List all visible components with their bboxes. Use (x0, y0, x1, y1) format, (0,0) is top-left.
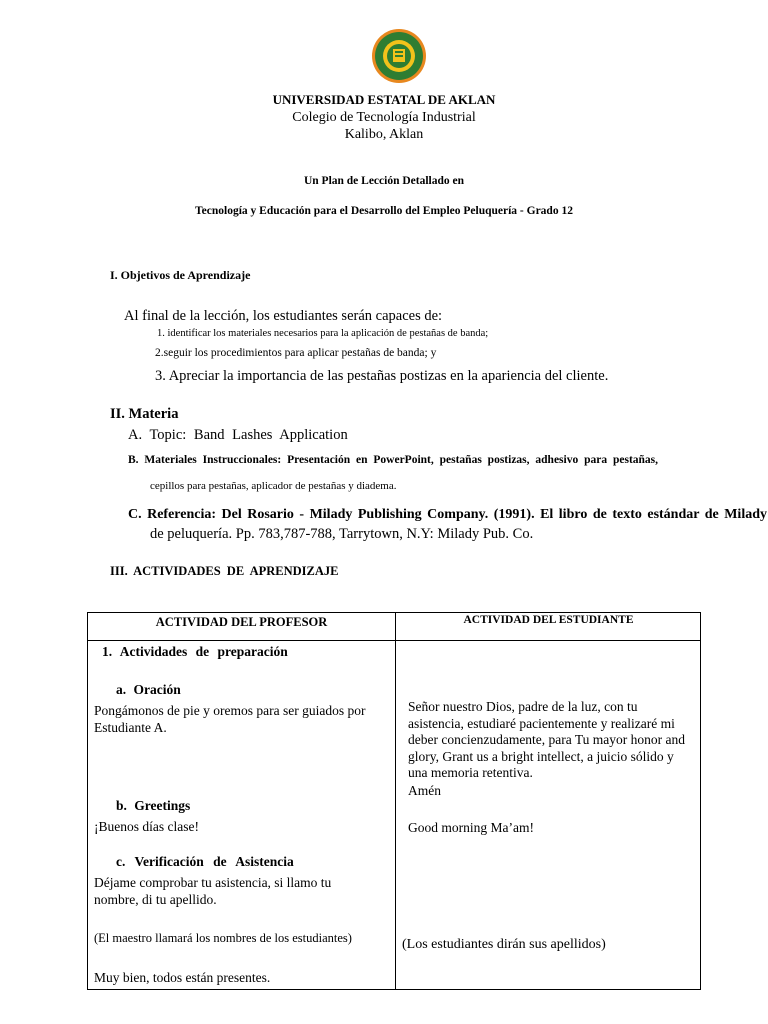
college-location: Kalibo, Aklan (344, 127, 424, 142)
prep-activities-heading: 1. Actividades de preparación (102, 644, 288, 659)
objective-item: 3. Apreciar la importancia de las pestañas postizas en la apariencia del cliente. (155, 368, 609, 384)
greetings-teacher-text: ¡Buenos días clase! (94, 819, 199, 834)
university-seal-logo (371, 28, 427, 84)
section-objectives-heading: I. Objetivos de Aprendizaje (110, 268, 251, 282)
college-name: Colegio de Tecnología Industrial (292, 110, 476, 125)
attendance-teacher-note: (El maestro llamará los nombres de los estudiantes) (94, 931, 352, 945)
table-column-divider (395, 613, 396, 989)
plan-subject: Tecnología y Educación para el Desarrollo del Empleo Peluquería - Grado 12 (195, 205, 573, 217)
table-header-divider (88, 640, 700, 641)
objective-item: 2.seguir los procedimientos para aplicar pestañas de banda; y (155, 347, 437, 359)
university-name: UNIVERSIDAD ESTATAL DE AKLAN (272, 92, 496, 107)
prayer-amen: Amén (408, 783, 441, 798)
section-activities-heading: III. ACTIVIDADES DE APRENDIZAJE (110, 564, 339, 578)
section-subject-heading: II. Materia (110, 406, 179, 422)
objectives-intro: Al final de la lección, los estudiantes serán capaces de: (124, 308, 443, 324)
attendance-teacher-text: Déjame comprobar tu asistencia, si llamo tu nombre, di tu apellido. (94, 875, 332, 907)
prayer-teacher-text: Pongámonos de pie y oremos para ser guiados por Estudiante A. (94, 703, 366, 735)
prayer-student-text: Señor nuestro Dios, padre de la luz, con tu asistencia, estudiaré pacientemente y realizaré mi deber concienzudamente, para Tu mayor honor and glory, Grant us a bright intellect, a juicio sólido y una memoria retentiva. (408, 699, 686, 780)
subject-topic: A. Topic: Band Lashes Application (128, 427, 348, 443)
attendance-student-text: (Los estudiantes dirán sus apellidos) (402, 937, 606, 952)
activities-table (87, 612, 701, 990)
subject-materials-cont: cepillos para pestañas, aplicador de pestañas y diadema. (150, 480, 397, 492)
greetings-heading: b. Greetings (116, 798, 191, 813)
greetings-student-text: Good morning Ma’am! (408, 820, 534, 835)
attendance-heading: c. Verificación de Asistencia (116, 854, 294, 869)
subject-reference: C. Referencia: Del Rosario - Milady Publishing Company. (1991). El libro de texto estándar de Milady (128, 507, 767, 522)
column-header-teacher: ACTIVIDAD DEL PROFESOR (155, 615, 328, 629)
prayer-heading: a. Oración (116, 682, 181, 697)
plan-title: Un Plan de Lección Detallado en (303, 175, 465, 187)
subject-reference-cont: de peluquería. Pp. 783,787-788, Tarrytown, N.Y: Milady Pub. Co. (150, 526, 534, 542)
attendance-final-text: Muy bien, todos están presentes. (94, 970, 271, 985)
subject-materials: B. Materiales Instruccionales: Presentación en PowerPoint, pestañas postizas, adhesivo para pestañas, (128, 454, 659, 466)
objective-item: 1. identificar los materiales necesarios para la aplicación de pestañas de banda; (157, 328, 489, 339)
column-header-student: ACTIVIDAD DEL ESTUDIANTE (463, 614, 634, 626)
